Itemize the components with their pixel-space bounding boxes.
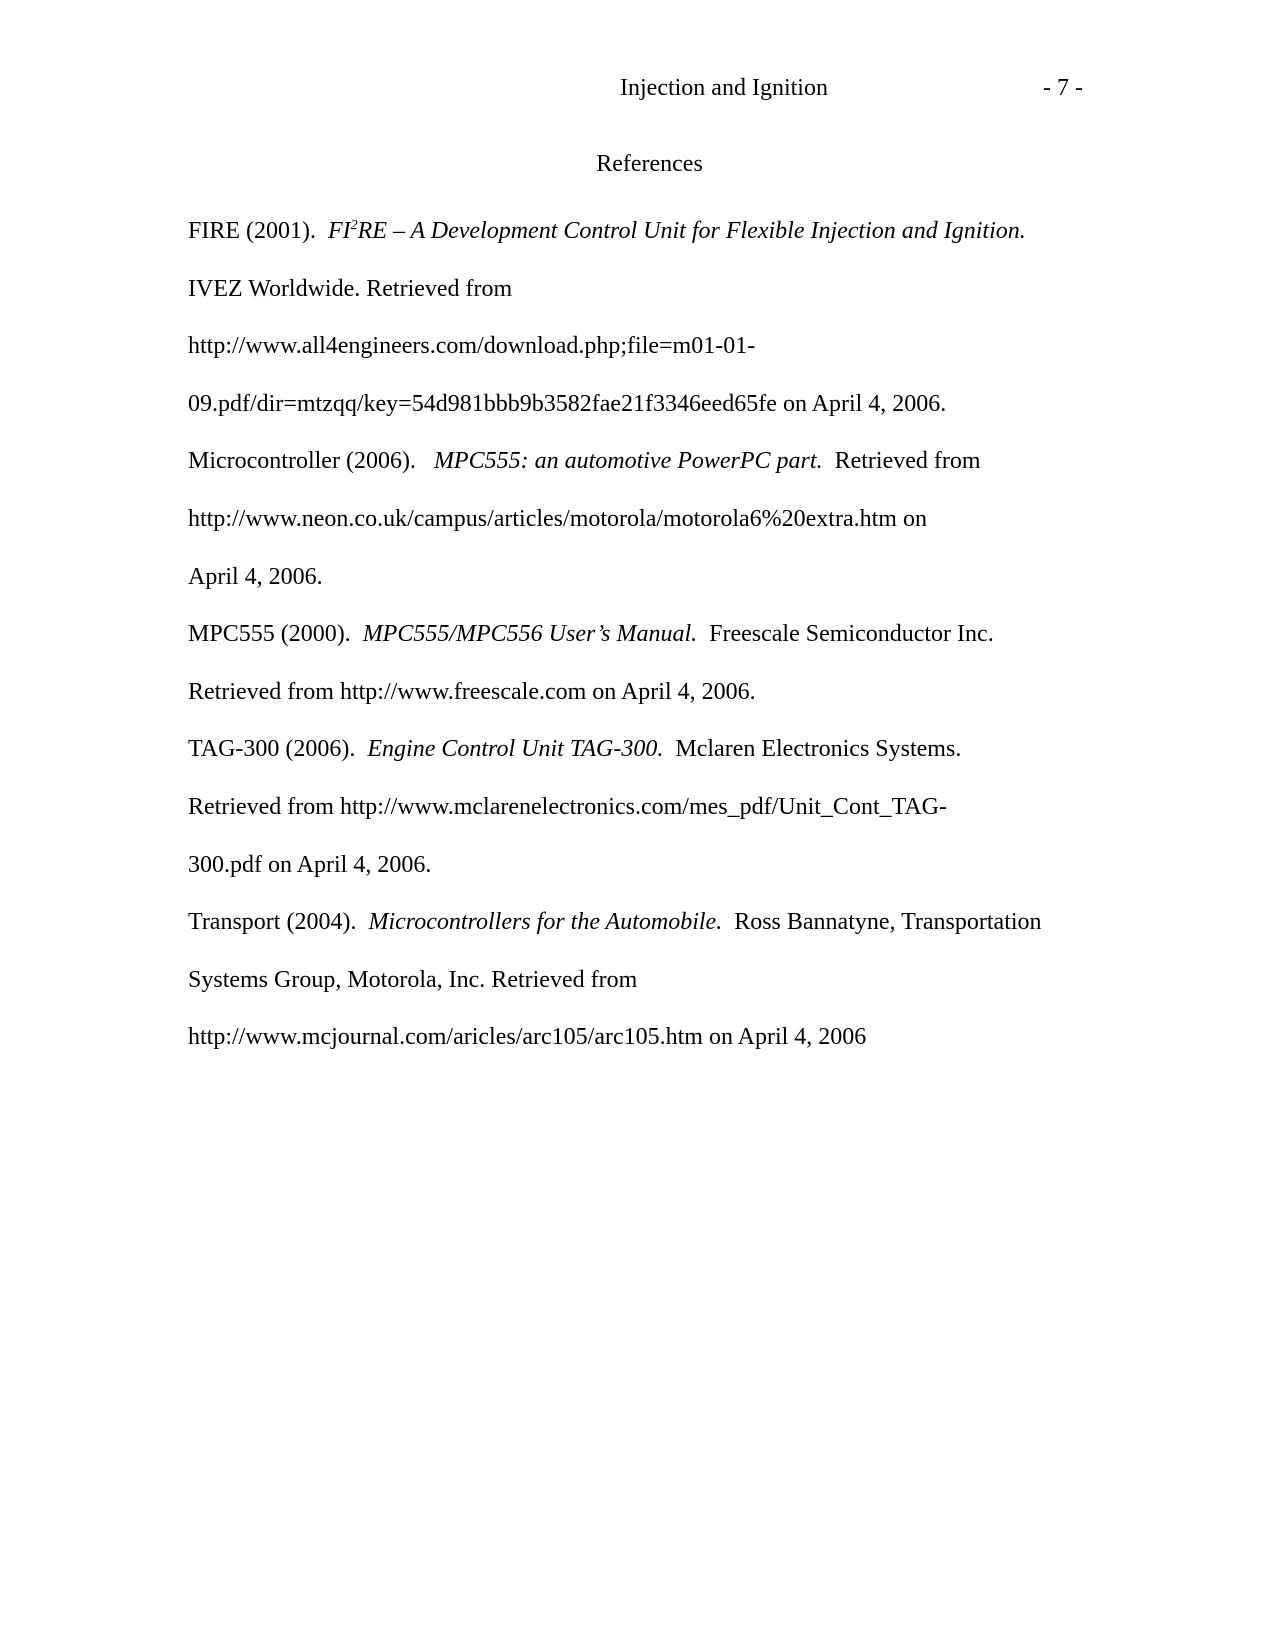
references-list xyxy=(188,203,1088,1067)
reference-title-superscript: 2 xyxy=(350,218,358,233)
reference-author-year: FIRE (2001). xyxy=(188,218,316,244)
reference-rest: Mclaren Electronics Systems. xyxy=(675,736,962,763)
reference-entry xyxy=(188,433,1088,606)
reference-entry xyxy=(188,606,1088,721)
reference-title: MPC555: an automotive PowerPC part. xyxy=(433,448,823,475)
reference-author-year: Transport (2004). xyxy=(188,909,357,936)
reference-rest: Retrieved from xyxy=(834,448,981,475)
reference-line: 09.pdf/dir=mtzqq/key=54d981bbb9b3582fae21f3346eed65fe on April 4, 2006. xyxy=(188,390,947,417)
reference-title: $FI^2RE$ – A Development Control Unit for Flexible Injection and Ignition. xyxy=(328,218,1026,244)
reference-line: IVEZ Worldwide. Retrieved from xyxy=(188,275,513,302)
reference-title: Engine Control Unit TAG-300. xyxy=(367,736,664,763)
reference-link[interactable]: Retrieved from http://www.freescale.com on April 4, 2006. xyxy=(188,678,756,705)
references-heading: References xyxy=(596,151,703,177)
reference-link[interactable]: http://www.mcjournal.com/aricles/arc105/arc105.htm on April 4, 2006 xyxy=(188,1024,867,1051)
reference-line: Systems Group, Motorola, Inc. Retrieved from xyxy=(188,966,638,993)
reference-rest: Ross Bannatyne, Transportation xyxy=(734,909,1042,936)
reference-link[interactable]: http://www.neon.co.uk/campus/articles/motorola/motorola6%20extra.htm on xyxy=(188,505,927,532)
running-title: Injection and Ignition xyxy=(620,75,828,101)
reference-author-year: Microcontroller (2006). xyxy=(188,448,416,475)
reference-author-year: TAG-300 (2006). xyxy=(188,736,356,763)
reference-first-line xyxy=(188,721,1088,779)
reference-first-line xyxy=(188,433,1088,491)
reference-entry xyxy=(188,721,1088,894)
reference-first-line xyxy=(188,203,1088,261)
reference-author-year: MPC555 (2000). xyxy=(188,621,351,648)
reference-entry xyxy=(188,203,1088,433)
reference-link[interactable]: http://www.all4engineers.com/download.php;file=m01-01- xyxy=(188,333,756,360)
reference-line: April 4, 2006. xyxy=(188,563,323,590)
reference-first-line xyxy=(188,606,1088,664)
running-head xyxy=(0,72,1275,104)
page-number: - 7 - xyxy=(1043,75,1083,101)
reference-line: 300.pdf on April 4, 2006. xyxy=(188,851,432,878)
reference-title: Microcontrollers for the Automobile. xyxy=(368,909,723,936)
reference-rest: Freescale Semiconductor Inc. xyxy=(709,621,994,648)
reference-title: MPC555/MPC556 User’s Manual. xyxy=(362,621,698,648)
reference-entry xyxy=(188,894,1088,1067)
reference-first-line xyxy=(188,894,1088,952)
reference-link[interactable]: Retrieved from http://www.mclarenelectronics.com/mes_pdf/Unit_Cont_TAG- xyxy=(188,793,947,820)
